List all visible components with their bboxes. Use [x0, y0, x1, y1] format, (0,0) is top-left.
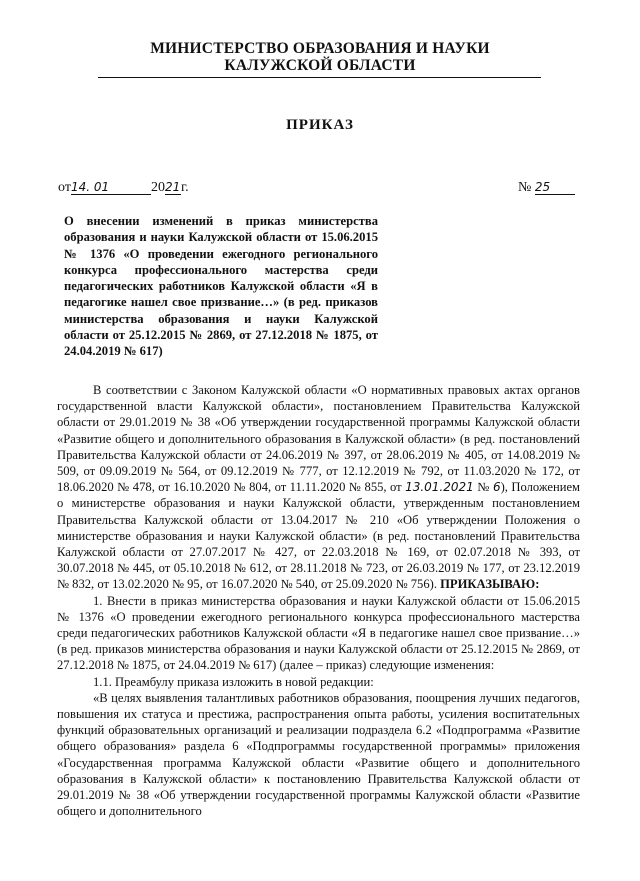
handwritten-date: 14. 01 [71, 180, 151, 195]
handwritten-number: 25 [535, 180, 575, 195]
item-1-1: 1.1. Преамбулу приказа изложить в новой редакции: [93, 674, 374, 689]
year-prefix: 20 [150, 180, 165, 195]
number-prefix: № [518, 180, 532, 195]
ministry-line-2: КАЛУЖСКОЙ ОБЛАСТИ [224, 57, 416, 74]
item-1: 1. Внести в приказ министерства образования и науки Калужской области от 15.06.2015 № 1376 «О проведении ежегодного регионального конкурса профессионального мастерства среди педагогических работников Калужской области «Я в педагогике нашел свое призвание…» (в ред. приказов министерства образования и науки Калужской области от 25.12.2015 № 2869, от 27.12.2018 № 1875, от 24.04.2019 № 617) (далее – приказ) следующие изменения: [57, 593, 580, 673]
handwritten-resolution-number: 6 [492, 480, 501, 495]
preamble-quote: «В целях выявления талантливых работников образования, поощрения лучших педагогов, повышения их статуса и престижа, распространения опыта работы, усиления воспитательных функций образовательных организаций и реализации подраздела 6.2 «Подпрограмма «Развитие общего образования» раздела 6 «Подпрограммы государственной программы» приложения «Государственная программа Калужской области «Развитие общего и дополнительного образования в Калужской области» к постановлению Правительства Калужской области от 29.01.2019 № 38 «Об утверждении государственной программы Калужской области «Развитие общего и дополнительного [57, 690, 580, 819]
preamble-text-2: ), Положением о министерстве образования и науки Калужской области, утвержденным постановлением Правительства Калужской области от 13.04.2017 № 210 «Об утверждении Положения о министерстве образования и науки Калужской области» (в ред. постановлений Правительства Калужской области от 27.07.2017 № 427, от 22.03.2018 № 169, от 02.07.2018 № 393, от 30.07.2018 № 445, от 05.10.2018 № 612, от 28.11.2018 № 723, от 26.03.2019 № 177, от 23.12.2019 № 832, от 13.02.2020 № 95, от 16.07.2020 № 540, от 25.09.2020 № 756). [57, 480, 581, 592]
preamble-paragraph [57, 382, 580, 593]
date-prefix: от [58, 180, 71, 195]
header-rule [98, 77, 541, 78]
resolution-number-prefix: № [477, 480, 490, 495]
year-suffix: г. [180, 180, 189, 195]
handwritten-year: 21 [164, 180, 181, 194]
order-keyword: ПРИКАЗЫВАЮ: [440, 577, 540, 592]
order-date [58, 180, 189, 196]
order-subject: О внесении изменений в приказ министерства образования и науки Калужской области от 15.06.2015 № 1376 «О проведении ежегодного регионального конкурса профессионального мастерства среди педагогических работников Калужской области «Я в педагогике нашел свое призвание…» (в ред. приказов министерства образования и науки Калужской области от 25.12.2015 № 2869, от 27.12.2018 № 1875, от 24.04.2019 № 617) [64, 214, 378, 359]
ministry-line-1: МИНИСТЕРСТВО ОБРАЗОВАНИЯ И НАУКИ [150, 40, 490, 57]
ministry-heading [0, 40, 640, 74]
handwritten-resolution-date: 13.01.2021 [405, 480, 474, 495]
order-number [518, 180, 575, 196]
order-body [57, 382, 580, 819]
document-type: ПРИКАЗ [286, 117, 354, 133]
preamble-text-1: В соответствии с Законом Калужской области «О нормативных правовых актах органов государственной власти Калужской области», постановлением Правительства Калужской области от 29.01.2019 № 38 «Об утверждении государственной программы Калужской области «Развитие общего и дополнительного образования в Калужской области» (в ред. постановлений Правительства Калужской области от 24.06.2019 № 397, от 28.06.2019 № 405, от 14.08.2019 № 509, от 09.09.2019 № 564, от 09.12.2019 № 777, от 12.12.2019 № 792, от 11.03.2020 № 172, от 18.06.2020 № 478, от 16.10.2020 № 804, от 11.11.2020 № 855, от [57, 383, 580, 495]
